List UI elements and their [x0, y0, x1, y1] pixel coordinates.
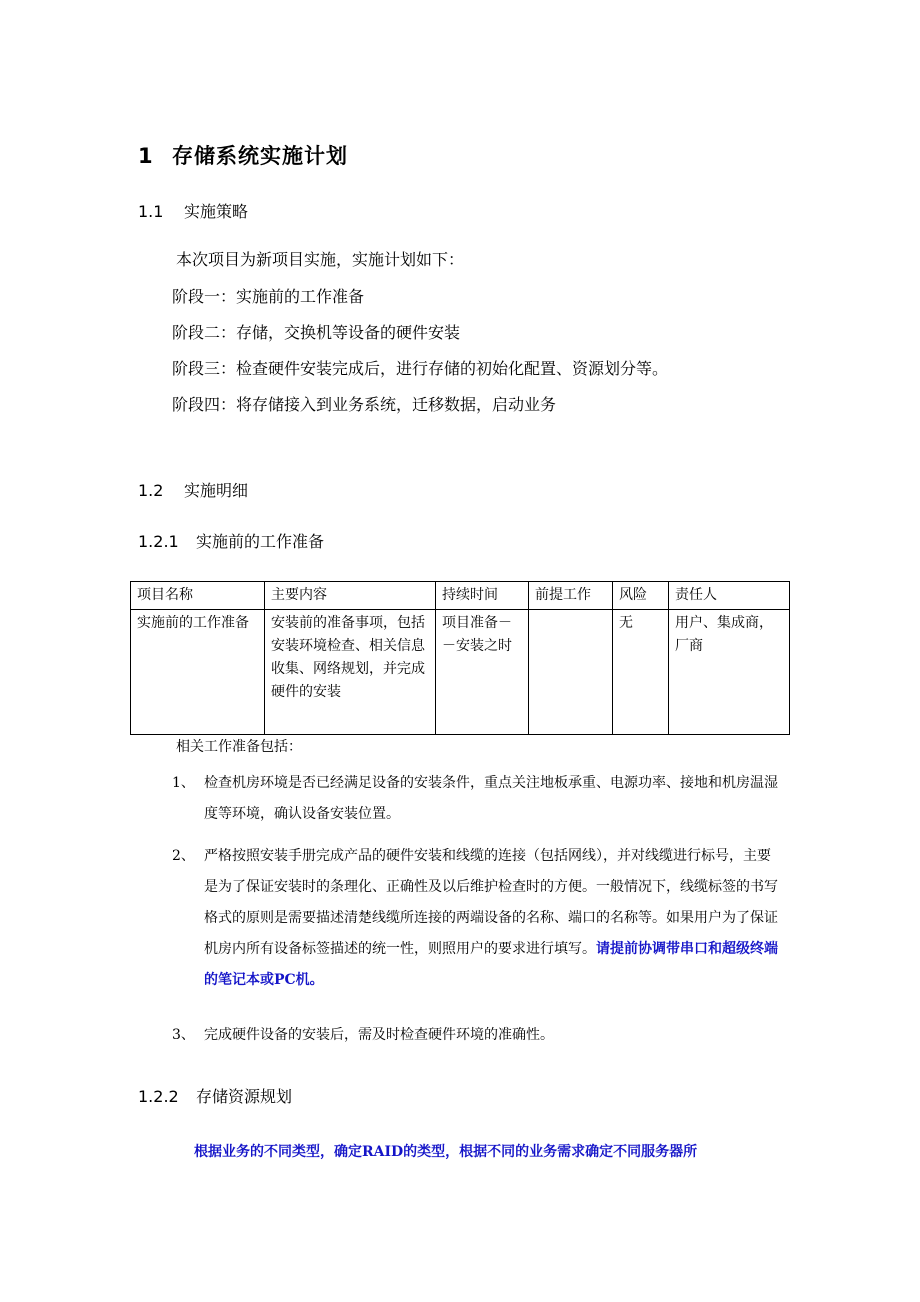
preparation-table	[130, 581, 790, 735]
table-header-cell: 风险	[613, 582, 669, 610]
list-marker: 3、	[172, 1027, 195, 1043]
chapter-title: 存储系统实施计划	[172, 144, 348, 168]
phase-4: 阶段四：将存储接入到业务系统，迁移数据，启动业务	[172, 395, 557, 414]
highlight-note: 请提前协调带串口和超级终端的笔记本或PC机。	[204, 941, 778, 988]
table-cell: 项目准备－－安装之时	[436, 610, 529, 735]
table-header-cell: 主要内容	[265, 582, 436, 610]
list-item-text: 检查机房环境是否已经满足设备的安装条件，重点关注地板承重、电源功率、接地和机房温湿度等环境，确认设备安装位置。	[204, 775, 778, 822]
subsection-title: 实施前的工作准备	[196, 532, 325, 551]
table-header-cell: 项目名称	[131, 582, 265, 610]
section-title: 实施策略	[184, 202, 249, 221]
list-item-text: 完成硬件设备的安装后，需及时检查硬件环境的准确性。	[204, 1027, 554, 1043]
plan-intro: 本次项目为新项目实施，实施计划如下：	[176, 250, 465, 269]
subsection-number: 1.2.1	[138, 532, 179, 551]
chapter-heading	[138, 140, 348, 170]
phase-2: 阶段二：存储，交换机等设备的硬件安装	[172, 323, 461, 342]
section-number: 1.2	[138, 481, 164, 500]
table-cell: 用户、集成商，厂商	[669, 610, 790, 735]
table-cell: 安装前的准备事项，包括安装环境检查、相关信息收集、网络规划，并完成硬件的安装	[265, 610, 436, 735]
phase-3: 阶段三：检查硬件安装完成后，进行存储的初始化配置、资源划分等。	[172, 359, 669, 378]
list-intro: 相关工作准备包括：	[176, 739, 302, 755]
table-header-cell: 前提工作	[529, 582, 613, 610]
resource-planning-text: 根据业务的不同类型，确定RAID的类型，根据不同的业务需求确定不同服务器所	[194, 1144, 698, 1160]
section-heading-1-1	[138, 199, 248, 222]
section-title: 实施明细	[184, 481, 249, 500]
subsection-title: 存储资源规划	[196, 1087, 293, 1106]
subsection-number: 1.2.2	[138, 1087, 179, 1106]
table-header-cell: 责任人	[669, 582, 790, 610]
subsection-heading-1-2-1	[138, 529, 324, 552]
list-item-1	[172, 768, 784, 830]
table-cell	[529, 610, 613, 735]
subsection-heading-1-2-2	[138, 1084, 292, 1107]
table-header-cell: 持续时间	[436, 582, 529, 610]
table-cell: 无	[613, 610, 669, 735]
list-item-content	[204, 841, 784, 996]
table-cell: 实施前的工作准备	[131, 610, 265, 735]
section-number: 1.1	[138, 202, 164, 221]
list-item-text: 严格按照安装手册完成产品的硬件安装和线缆的连接（包括网线），并对线缆进行标号，主要是为了保证安装时的条理化、正确性及以后维护检查时的方便。一般情况下，线缆标签的书写格式的原则是需要描述清楚线缆所连接的两端设备的名称、端口的名称等。如果用户为了保证机房内所有设备标签描述的统一性，则照用户的要求进行填写。	[204, 848, 778, 957]
list-item-3	[172, 1020, 784, 1051]
table-header-row	[131, 582, 790, 610]
table-row	[131, 610, 790, 735]
chapter-number: 1	[138, 144, 154, 168]
list-marker: 2、	[172, 848, 195, 864]
list-marker: 1、	[172, 775, 195, 791]
list-item-2	[172, 841, 784, 996]
phase-1: 阶段一：实施前的工作准备	[172, 287, 365, 306]
section-heading-1-2	[138, 478, 248, 501]
